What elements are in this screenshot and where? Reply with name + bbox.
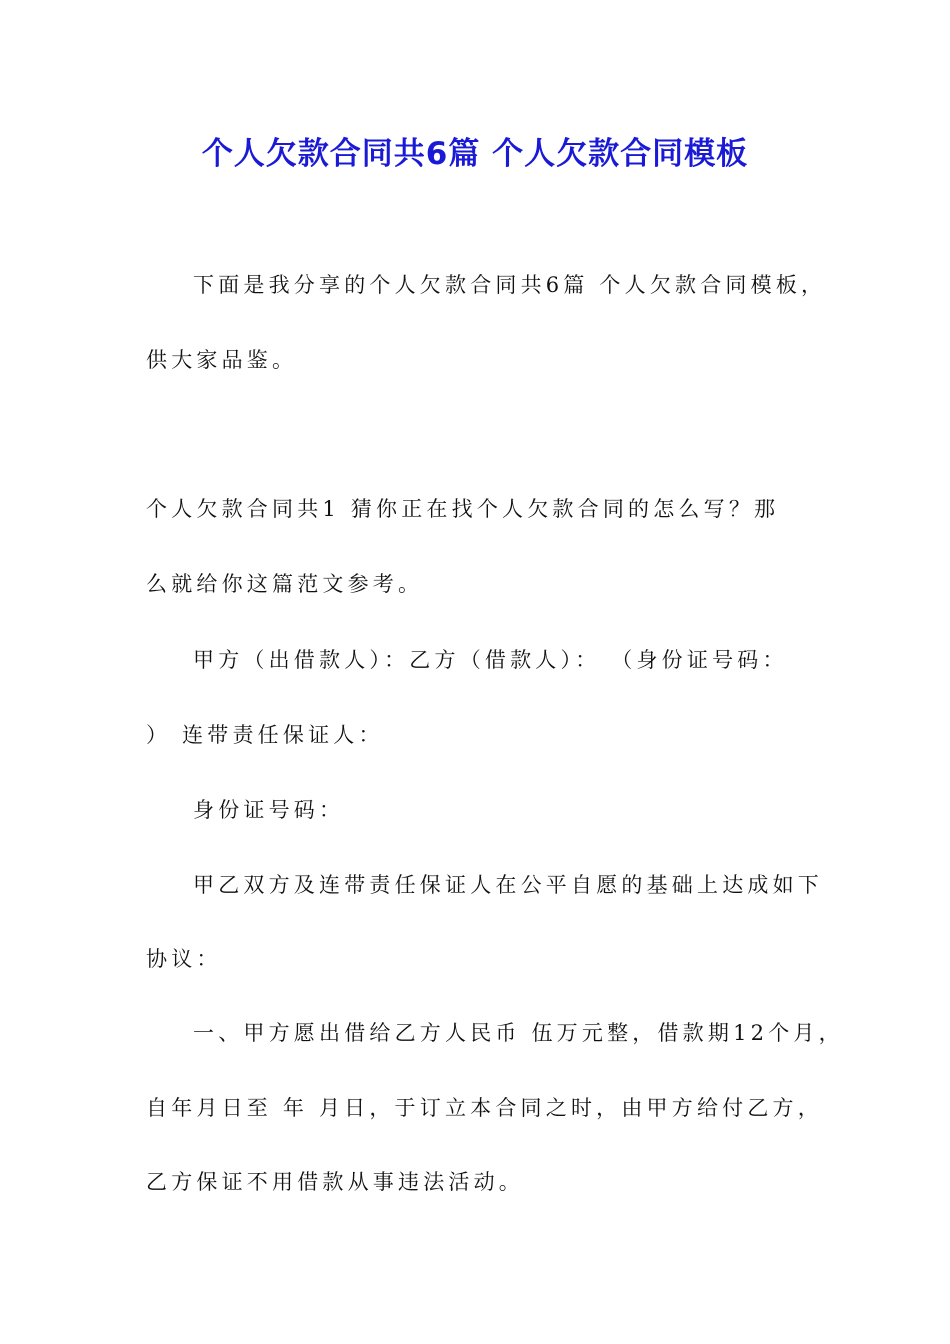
paragraph-line: 自年月日至 年 月日，于订立本合同之时，由甲方给付乙方， — [146, 1096, 823, 1120]
paragraph-line: 乙方保证不用借款从事违法活动。 — [146, 1170, 524, 1194]
paragraph-line: 下面是我分享的个人欠款合同共6篇 个人欠款合同模板， — [193, 273, 827, 297]
document-title: 个人欠款合同共6篇 个人欠款合同模板 — [201, 136, 749, 172]
paragraph-line: 协议： — [146, 947, 222, 971]
paragraph-line: 么就给你这篇范文参考。 — [146, 572, 424, 596]
paragraph-line: 供大家品鉴。 — [146, 348, 298, 372]
paragraph-line: 个人欠款合同共1 猜你正在找个人欠款合同的怎么写？那 — [146, 497, 780, 521]
paragraph-line: 甲乙双方及连带责任保证人在公平自愿的基础上达成如下 — [193, 873, 823, 897]
paragraph-line: 身份证号码： — [193, 798, 345, 822]
paragraph-line: 甲方（出借款人）：乙方（借款人）： （身份证号码： — [193, 648, 788, 672]
paragraph-line: ） 连带责任保证人： — [146, 723, 384, 747]
paragraph-line: 一、甲方愿出借给乙方人民币 伍万元整，借款期12个月， — [193, 1021, 844, 1045]
